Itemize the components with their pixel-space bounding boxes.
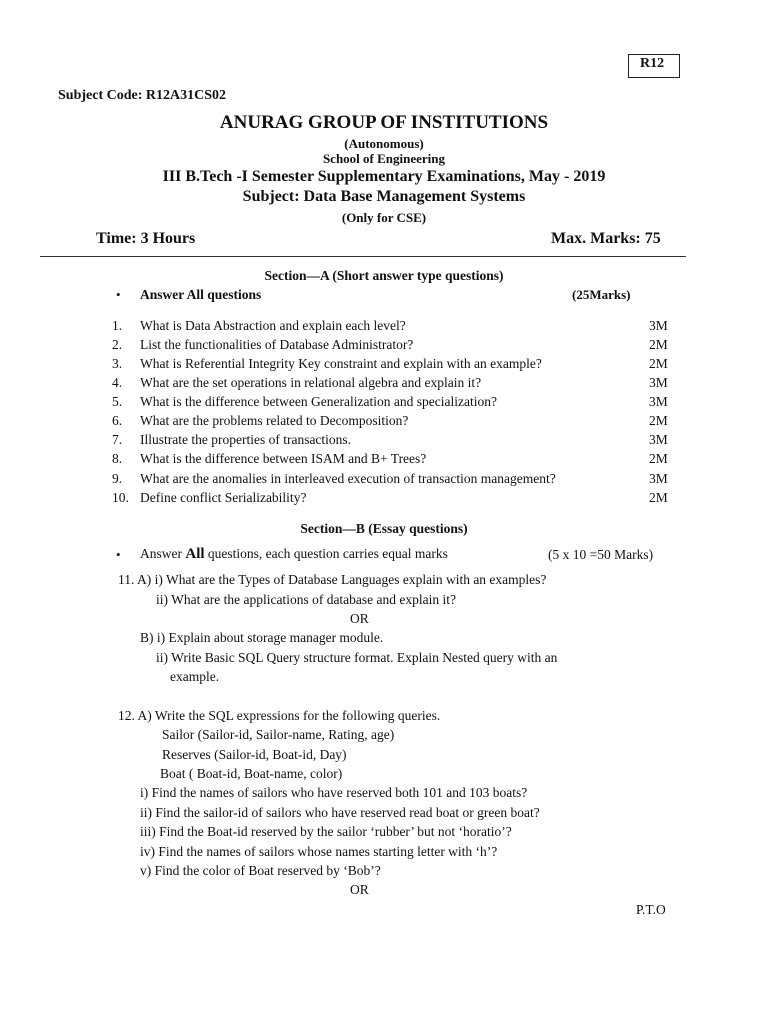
question-text: List the functionalities of Database Administrator? — [140, 337, 414, 352]
question-marks: 3M — [649, 394, 668, 409]
max-marks-label: Max. Marks: 75 — [551, 230, 661, 247]
institution-name: ANURAG GROUP OF INSTITUTIONS — [219, 112, 549, 133]
instruction-suffix: questions, each question carries equal marks — [204, 546, 448, 561]
question-number: 7. — [112, 432, 123, 447]
section-b-marks: (5 x 10 =50 Marks) — [548, 547, 654, 562]
question-row — [112, 451, 672, 470]
time-label: Time: 3 Hours — [96, 230, 196, 247]
section-a-title: Section—A (Short answer type questions) — [264, 268, 504, 283]
question-text: What is Referential Integrity Key constraint and explain with an example? — [140, 356, 542, 371]
q12-a: 12. A) Write the SQL expressions for the following queries. — [118, 708, 441, 723]
question-number: 1. — [112, 318, 123, 333]
question-text: Define conflict Serializability? — [140, 490, 307, 505]
question-marks: 2M — [649, 337, 668, 352]
q11-a2: ii) What are the applications of database and explain it? — [156, 592, 457, 607]
question-row — [112, 432, 672, 451]
section-a-marks: (25Marks) — [572, 287, 631, 302]
only-for-label: (Only for CSE) — [341, 210, 427, 225]
schema-reserves: Reserves (Sailor-id, Boat-id, Day) — [162, 747, 347, 762]
question-row — [112, 413, 672, 432]
q12-v: v) Find the color of Boat reserved by ‘Bob’? — [140, 863, 381, 878]
question-row — [112, 394, 672, 413]
subject-code: Subject Code: R12A31CS02 — [58, 88, 226, 103]
autonomous-label: (Autonomous) — [344, 136, 424, 151]
question-row — [112, 490, 672, 509]
section-b-instruction — [140, 546, 448, 563]
question-row — [112, 375, 672, 394]
schema-sailor: Sailor (Sailor-id, Sailor-name, Rating, age) — [162, 727, 395, 742]
question-text: What is Data Abstraction and explain each level? — [140, 318, 406, 333]
question-row — [112, 471, 672, 490]
question-text: What are the anomalies in interleaved execution of transaction management? — [140, 471, 556, 486]
question-marks: 3M — [649, 471, 668, 486]
section-a-instruction: Answer All questions — [140, 287, 262, 302]
question-marks: 2M — [649, 490, 668, 505]
instruction-prefix: Answer — [140, 546, 186, 561]
q12-ii: ii) Find the sailor-id of sailors who have reserved read boat or green boat? — [140, 805, 540, 820]
question-number: 6. — [112, 413, 123, 428]
question-number: 10. — [112, 490, 129, 505]
question-marks: 2M — [649, 356, 668, 371]
q12-iii: iii) Find the Boat-id reserved by the sailor ‘rubber’ but not ‘horatio’? — [140, 824, 512, 839]
bullet-icon: • — [116, 287, 121, 302]
q12-i: i) Find the names of sailors who have reserved both 101 and 103 boats? — [140, 785, 528, 800]
q11-b3: example. — [170, 669, 220, 684]
question-marks: 3M — [649, 375, 668, 390]
schema-boat: Boat ( Boat-id, Boat-name, color) — [160, 766, 343, 781]
question-number: 8. — [112, 451, 123, 466]
question-text: What are the set operations in relational algebra and explain it? — [140, 375, 482, 390]
question-number: 2. — [112, 337, 123, 352]
subject-title: Subject: Data Base Management Systems — [242, 188, 526, 205]
question-text: What is the difference between ISAM and B+ Trees? — [140, 451, 427, 466]
q11-b1: B) i) Explain about storage manager module. — [140, 630, 384, 645]
pto-label: P.T.O — [636, 902, 666, 917]
q11-or: OR — [350, 611, 369, 626]
question-text: What are the problems related to Decomposition? — [140, 413, 409, 428]
question-marks: 3M — [649, 318, 668, 333]
question-text: Illustrate the properties of transactions. — [140, 432, 352, 447]
question-row — [112, 356, 672, 375]
question-number: 5. — [112, 394, 123, 409]
question-marks: 2M — [649, 451, 668, 466]
header-divider — [40, 256, 686, 257]
instruction-all: All — [185, 546, 205, 562]
section-b-title: Section—B (Essay questions) — [300, 521, 468, 536]
q11-a1: 11. A) i) What are the Types of Database Languages explain with an examples? — [118, 572, 547, 587]
question-number: 9. — [112, 471, 123, 486]
question-row — [112, 318, 672, 337]
school-name: School of Engineering — [322, 151, 446, 166]
question-number: 3. — [112, 356, 123, 371]
q11-b2: ii) Write Basic SQL Query structure format. Explain Nested query with an — [156, 650, 558, 665]
q12-iv: iv) Find the names of sailors whose names starting letter with ‘h’? — [140, 844, 498, 859]
question-text: What is the difference between Generalization and specialization? — [140, 394, 497, 409]
question-marks: 2M — [649, 413, 668, 428]
question-row — [112, 337, 672, 356]
question-number: 4. — [112, 375, 123, 390]
question-marks: 3M — [649, 432, 668, 447]
exam-title: III B.Tech -I Semester Supplementary Examinations, May - 2019 — [162, 168, 606, 185]
q12-or: OR — [350, 882, 369, 897]
regulation-box: R12 — [628, 54, 680, 78]
bullet-icon: • — [116, 547, 121, 562]
